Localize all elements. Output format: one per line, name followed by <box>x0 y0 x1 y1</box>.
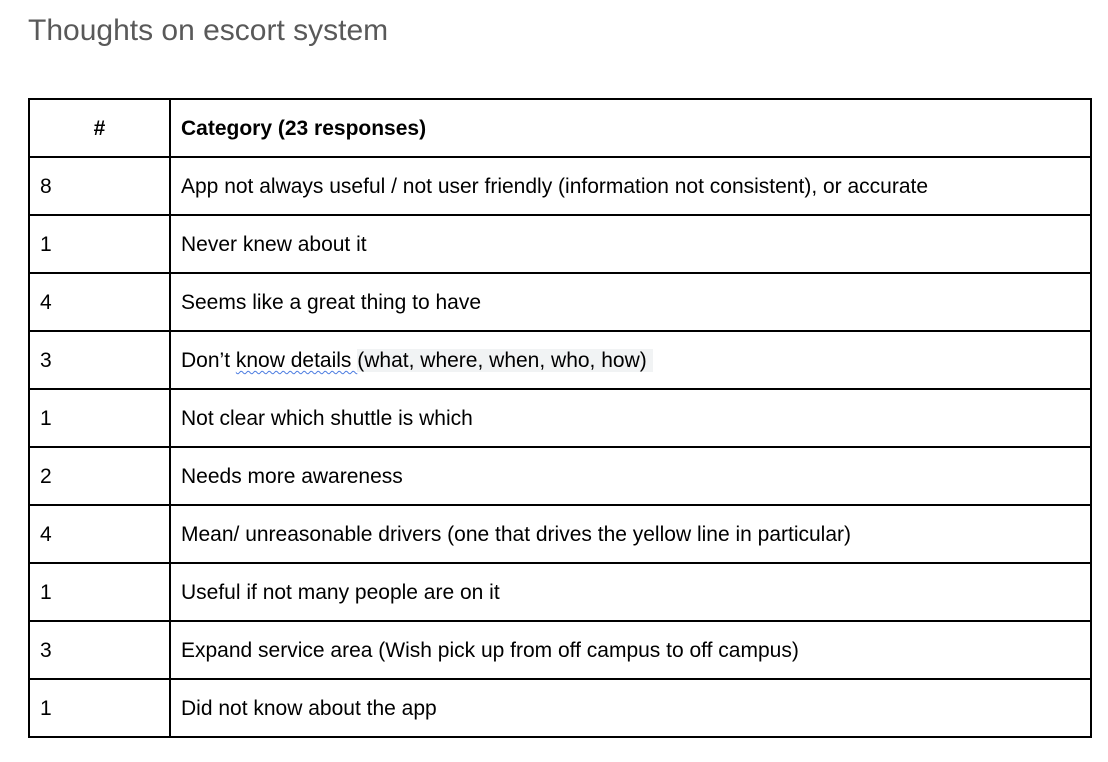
response-category: Expand service area (Wish pick up from off campus to off campus) <box>170 621 1091 679</box>
responses-table <box>28 98 1092 738</box>
response-count: 4 <box>29 273 170 331</box>
table-row <box>29 679 1091 737</box>
response-count: 4 <box>29 505 170 563</box>
response-count: 1 <box>29 389 170 447</box>
response-count: 1 <box>29 679 170 737</box>
response-category <box>170 331 1091 389</box>
response-category: Not clear which shuttle is which <box>170 389 1091 447</box>
table-row <box>29 621 1091 679</box>
spelling-suggestion-underline[interactable]: know details <box>235 349 358 372</box>
table-row <box>29 563 1091 621</box>
table-row <box>29 273 1091 331</box>
response-count: 3 <box>29 331 170 389</box>
table-row <box>29 505 1091 563</box>
page-title: Thoughts on escort system <box>28 14 389 47</box>
response-category: Useful if not many people are on it <box>170 563 1091 621</box>
table-row <box>29 389 1091 447</box>
response-category: App not always useful / not user friendly (information not consistent), or accurate <box>170 157 1091 215</box>
table-row <box>29 447 1091 505</box>
category-text-prefix: Don’t <box>181 349 236 372</box>
highlighted-text: (what, where, when, who, how) <box>357 349 652 372</box>
response-category: Never knew about it <box>170 215 1091 273</box>
response-count: 1 <box>29 563 170 621</box>
table-row <box>29 215 1091 273</box>
response-category: Mean/ unreasonable drivers (one that drives the yellow line in particular) <box>170 505 1091 563</box>
response-count: 2 <box>29 447 170 505</box>
table-row <box>29 157 1091 215</box>
response-count: 3 <box>29 621 170 679</box>
response-count: 8 <box>29 157 170 215</box>
response-category: Needs more awareness <box>170 447 1091 505</box>
count-column-header: # <box>29 99 170 157</box>
category-column-header: Category (23 responses) <box>170 99 1091 157</box>
response-count: 1 <box>29 215 170 273</box>
response-category: Did not know about the app <box>170 679 1091 737</box>
table-header-row <box>29 99 1091 157</box>
table-row <box>29 331 1091 389</box>
response-category: Seems like a great thing to have <box>170 273 1091 331</box>
